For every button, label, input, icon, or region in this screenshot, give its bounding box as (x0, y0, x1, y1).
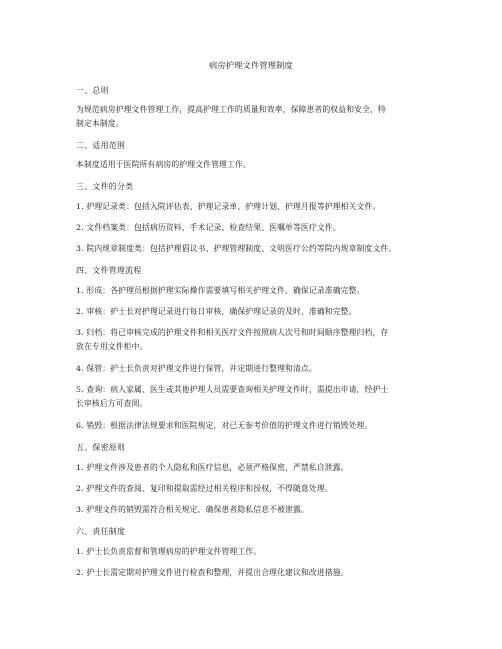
section-heading: 一、总则 (76, 86, 109, 95)
list-item: 3. 归档：将已审核完成的护理文件和相关医疗文件按照病人次号和时间顺序整理归档，存 (76, 328, 389, 337)
paragraph-line: 本制度适用于医院所有病房的护理文件管理工作。 (76, 160, 251, 169)
section-heading: 四、文件管理流程 (76, 266, 142, 275)
list-item: 2. 护理文件的查阅、复印和提取需经过相关程序和授权，不得随意处理。 (76, 484, 333, 493)
list-item: 1. 护理记录类：包括入院评估表、护理记录单、护理计划、护理月报等护理相关文件。 (76, 202, 381, 211)
list-item: 6. 销毁：根据法律法规要求和医院规定，对已无参考价值的护理文件进行销毁处理。 (76, 421, 373, 430)
list-item-continuation: 长审核后方可查阅。 (76, 399, 148, 408)
section-heading: 六、责任制度 (76, 527, 126, 536)
list-item: 2. 护士长需定期对护理文件进行检查和整理，并提出合理化建议和改进措施。 (76, 568, 349, 577)
section-heading: 三、文件的分类 (76, 182, 134, 191)
list-item: 1. 护理文件涉及患者的个人隐私和医疗信息，必须严格保密，严禁私自泄露。 (76, 463, 349, 472)
section-heading: 五、保密原则 (76, 443, 126, 452)
list-item: 2. 审核：护士长对护理记录进行每日审核，确保护理记录的及时、准确和完整。 (76, 307, 357, 316)
list-item: 5. 查询：病人家属、医生或其他护理人员需要查询相关护理文件时，需提出申请，经护士 (76, 385, 389, 394)
list-item: 3. 院内规章制度类：包括护理倡议书、护理管理制度、文明医疗公约等院内规章制度文件。 (76, 244, 397, 253)
paragraph-line: 制定本制度。 (76, 119, 124, 128)
list-item: 1. 形成：各护理员根据护理实际操作需要填写相关护理文件，确保记录准确完整。 (76, 286, 365, 295)
document-title: 病房护理文件管理制度 (209, 60, 293, 70)
list-item: 1. 护士长负责监督和管理病房的护理文件管理工作。 (76, 547, 262, 556)
list-item: 3. 护理文件的销毁需符合相关规定，确保患者隐私信息不被泄露。 (76, 505, 309, 514)
list-item: 2. 文件档案类：包括病历资料、手术记录、检查结果、医嘱单等医疗文件。 (76, 223, 341, 232)
paragraph-line: 为规范病房护理文件管理工作，提高护理工作的质量和效率，保障患者的权益和安全，特 (76, 105, 386, 114)
list-item: 4. 保管：护士长负责对护理文件进行保管，并定期进行整理和清点。 (76, 364, 317, 373)
list-item-continuation: 放在专用文件柜中。 (76, 342, 148, 351)
section-heading: 二、适用范围 (76, 141, 126, 150)
